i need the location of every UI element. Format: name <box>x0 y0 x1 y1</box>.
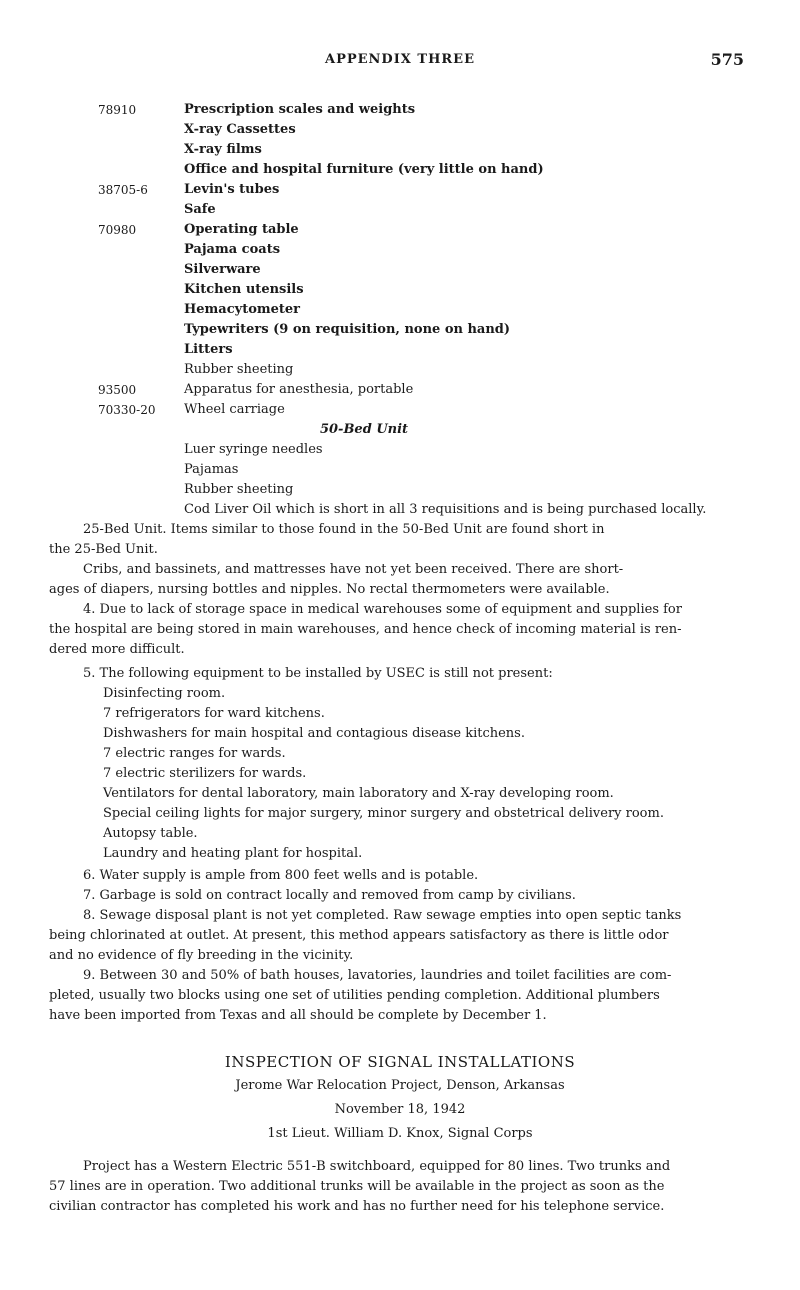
stock-number <box>98 500 184 520</box>
item5-list-item: 7 electric sterilizers for wards. <box>103 766 307 781</box>
page-number: 575 <box>710 50 744 69</box>
item-name: Silverware <box>184 262 261 277</box>
paragraph-line: dered more difficult. <box>49 642 185 657</box>
numbered-paragraph-line: being chlorinated at outlet. At present, this method appears satisfactory as there is little odor <box>49 928 669 943</box>
item-name: Levin's tubes <box>184 182 280 197</box>
inventory-row <box>98 220 778 240</box>
paragraph-line: the hospital are being stored in main warehouses, and hence check of incoming material is ren- <box>49 622 682 637</box>
item5-list-item: Autopsy table. <box>103 826 198 841</box>
stock-number <box>98 140 184 160</box>
inspection-project: Jerome War Relocation Project, Denson, Arkansas <box>235 1078 565 1093</box>
inventory-row <box>98 100 778 120</box>
stock-number <box>98 200 184 220</box>
item-name: Operating table <box>184 222 299 237</box>
paragraph-line: Cribs, and bassinets, and mattresses have not yet been received. There are short- <box>83 562 624 577</box>
inventory-row <box>98 400 778 420</box>
closing-line: 57 lines are in operation. Two additional trunks will be available in the project as soon as the <box>49 1179 665 1194</box>
numbered-paragraph-line: pleted, usually two blocks using one set of utilities pending completion. Additional plumbers <box>49 988 660 1003</box>
stock-number <box>98 320 184 340</box>
item-name: Rubber sheeting <box>184 482 294 497</box>
paragraph-line: 25-Bed Unit. Items similar to those found in the 50-Bed Unit are found short in <box>83 522 605 537</box>
stock-number <box>98 340 184 360</box>
inventory-row <box>98 460 778 480</box>
stock-number <box>98 480 184 500</box>
closing-line: civilian contractor has completed his work and has no further need for his telephone service. <box>49 1199 665 1214</box>
item-name: Hemacytometer <box>184 302 301 317</box>
unit-50-heading: 50-Bed Unit <box>319 422 409 437</box>
item-name: Rubber sheeting <box>184 362 294 377</box>
stock-number: 38705-6 <box>98 183 148 197</box>
inventory-row <box>98 280 778 300</box>
inspection-date: November 18, 1942 <box>334 1102 466 1117</box>
inventory-row <box>98 320 778 340</box>
closing-paragraph <box>49 1157 749 1217</box>
item5-list-item: Special ceiling lights for major surgery, minor surgery and obstetrical delivery room. <box>103 806 664 821</box>
inspection-title: INSPECTION OF SIGNAL INSTALLATIONS <box>224 1053 576 1071</box>
item5-list-item: 7 refrigerators for ward kitchens. <box>103 706 325 721</box>
inventory-row <box>98 360 778 380</box>
inventory-row <box>98 240 778 260</box>
inspection-officer: 1st Lieut. William D. Knox, Signal Corps <box>267 1126 533 1141</box>
item-name: Apparatus for anesthesia, portable <box>184 382 414 397</box>
paragraph-line: ages of diapers, nursing bottles and nipples. No rectal thermometers were available. <box>49 582 610 597</box>
numbered-paragraph-line: 8. Sewage disposal plant is not yet completed. Raw sewage empties into open septic tanks <box>83 908 682 923</box>
inventory-list <box>98 100 778 520</box>
item5-list-item: Laundry and heating plant for hospital. <box>103 846 363 861</box>
inventory-row <box>98 300 778 320</box>
inventory-row <box>98 160 778 180</box>
item-name: Luer syringe needles <box>184 442 323 457</box>
item-name: Office and hospital furniture (very little on hand) <box>184 162 544 177</box>
stock-number <box>98 460 184 480</box>
numbered-paragraph-line: 9. Between 30 and 50% of bath houses, lavatories, laundries and toilet facilities are com- <box>83 968 672 983</box>
inventory-row <box>98 260 778 280</box>
item5-list-item: Ventilators for dental laboratory, main laboratory and X-ray developing room. <box>103 786 614 801</box>
inventory-row <box>98 480 778 500</box>
inventory-row <box>98 120 778 140</box>
body-text-top <box>49 520 749 660</box>
inventory-row <box>98 340 778 360</box>
numbered-paragraph-line: have been imported from Texas and all should be complete by December 1. <box>49 1008 547 1023</box>
inventory-row <box>98 140 778 160</box>
item5-list-item: 7 electric ranges for wards. <box>103 746 286 761</box>
paragraph-line: the 25-Bed Unit. <box>49 542 158 557</box>
item-name: Kitchen utensils <box>184 282 304 297</box>
item-name: Pajamas <box>184 462 239 477</box>
item-name: X-ray Cassettes <box>184 122 296 137</box>
item-name: Cod Liver Oil which is short in all 3 requisitions and is being purchased locally. <box>184 502 707 517</box>
item5-list-item: Disinfecting room. <box>103 686 226 701</box>
item-name: Safe <box>184 202 216 217</box>
page-header <box>0 52 800 74</box>
stock-number <box>98 240 184 260</box>
body-text-item5 <box>49 664 749 864</box>
stock-number <box>98 280 184 300</box>
stock-number <box>98 420 184 440</box>
item-name: Litters <box>184 342 233 357</box>
running-title: APPENDIX THREE <box>325 52 475 67</box>
stock-number: 93500 <box>98 383 137 397</box>
numbered-paragraph-line: 7. Garbage is sold on contract locally and removed from camp by civilians. <box>83 888 576 903</box>
stock-number <box>98 260 184 280</box>
item5-lead: 5. The following equipment to be installed by USEC is still not present: <box>83 666 553 681</box>
stock-number: 70330-20 <box>98 403 156 417</box>
item-name: X-ray films <box>184 142 262 157</box>
inventory-row <box>98 380 778 400</box>
stock-number <box>98 160 184 180</box>
stock-number <box>98 120 184 140</box>
stock-number: 70980 <box>98 223 137 237</box>
closing-line: Project has a Western Electric 551-B switchboard, equipped for 80 lines. Two trunks and <box>83 1159 671 1174</box>
stock-number <box>98 360 184 380</box>
item-name: Typewriters (9 on requisition, none on hand) <box>184 322 511 337</box>
item-name: Prescription scales and weights <box>184 102 416 117</box>
inspection-heading-block <box>0 1050 800 1146</box>
inventory-row <box>98 440 778 460</box>
paragraph-line: 4. Due to lack of storage space in medical warehouses some of equipment and supplies for <box>83 602 682 617</box>
inventory-row <box>98 180 778 200</box>
item5-list-item: Dishwashers for main hospital and contagious disease kitchens. <box>103 726 525 741</box>
unit-heading-row <box>98 420 778 440</box>
stock-number: 78910 <box>98 103 137 117</box>
stock-number <box>98 440 184 460</box>
item-name: Pajama coats <box>184 242 281 257</box>
item-name: Wheel carriage <box>184 402 285 417</box>
body-text-numbered <box>49 866 749 1026</box>
numbered-paragraph-line: and no evidence of fly breeding in the vicinity. <box>49 948 354 963</box>
inventory-row <box>98 500 778 520</box>
stock-number <box>98 300 184 320</box>
inventory-row <box>98 200 778 220</box>
numbered-paragraph-line: 6. Water supply is ample from 800 feet wells and is potable. <box>83 868 479 883</box>
